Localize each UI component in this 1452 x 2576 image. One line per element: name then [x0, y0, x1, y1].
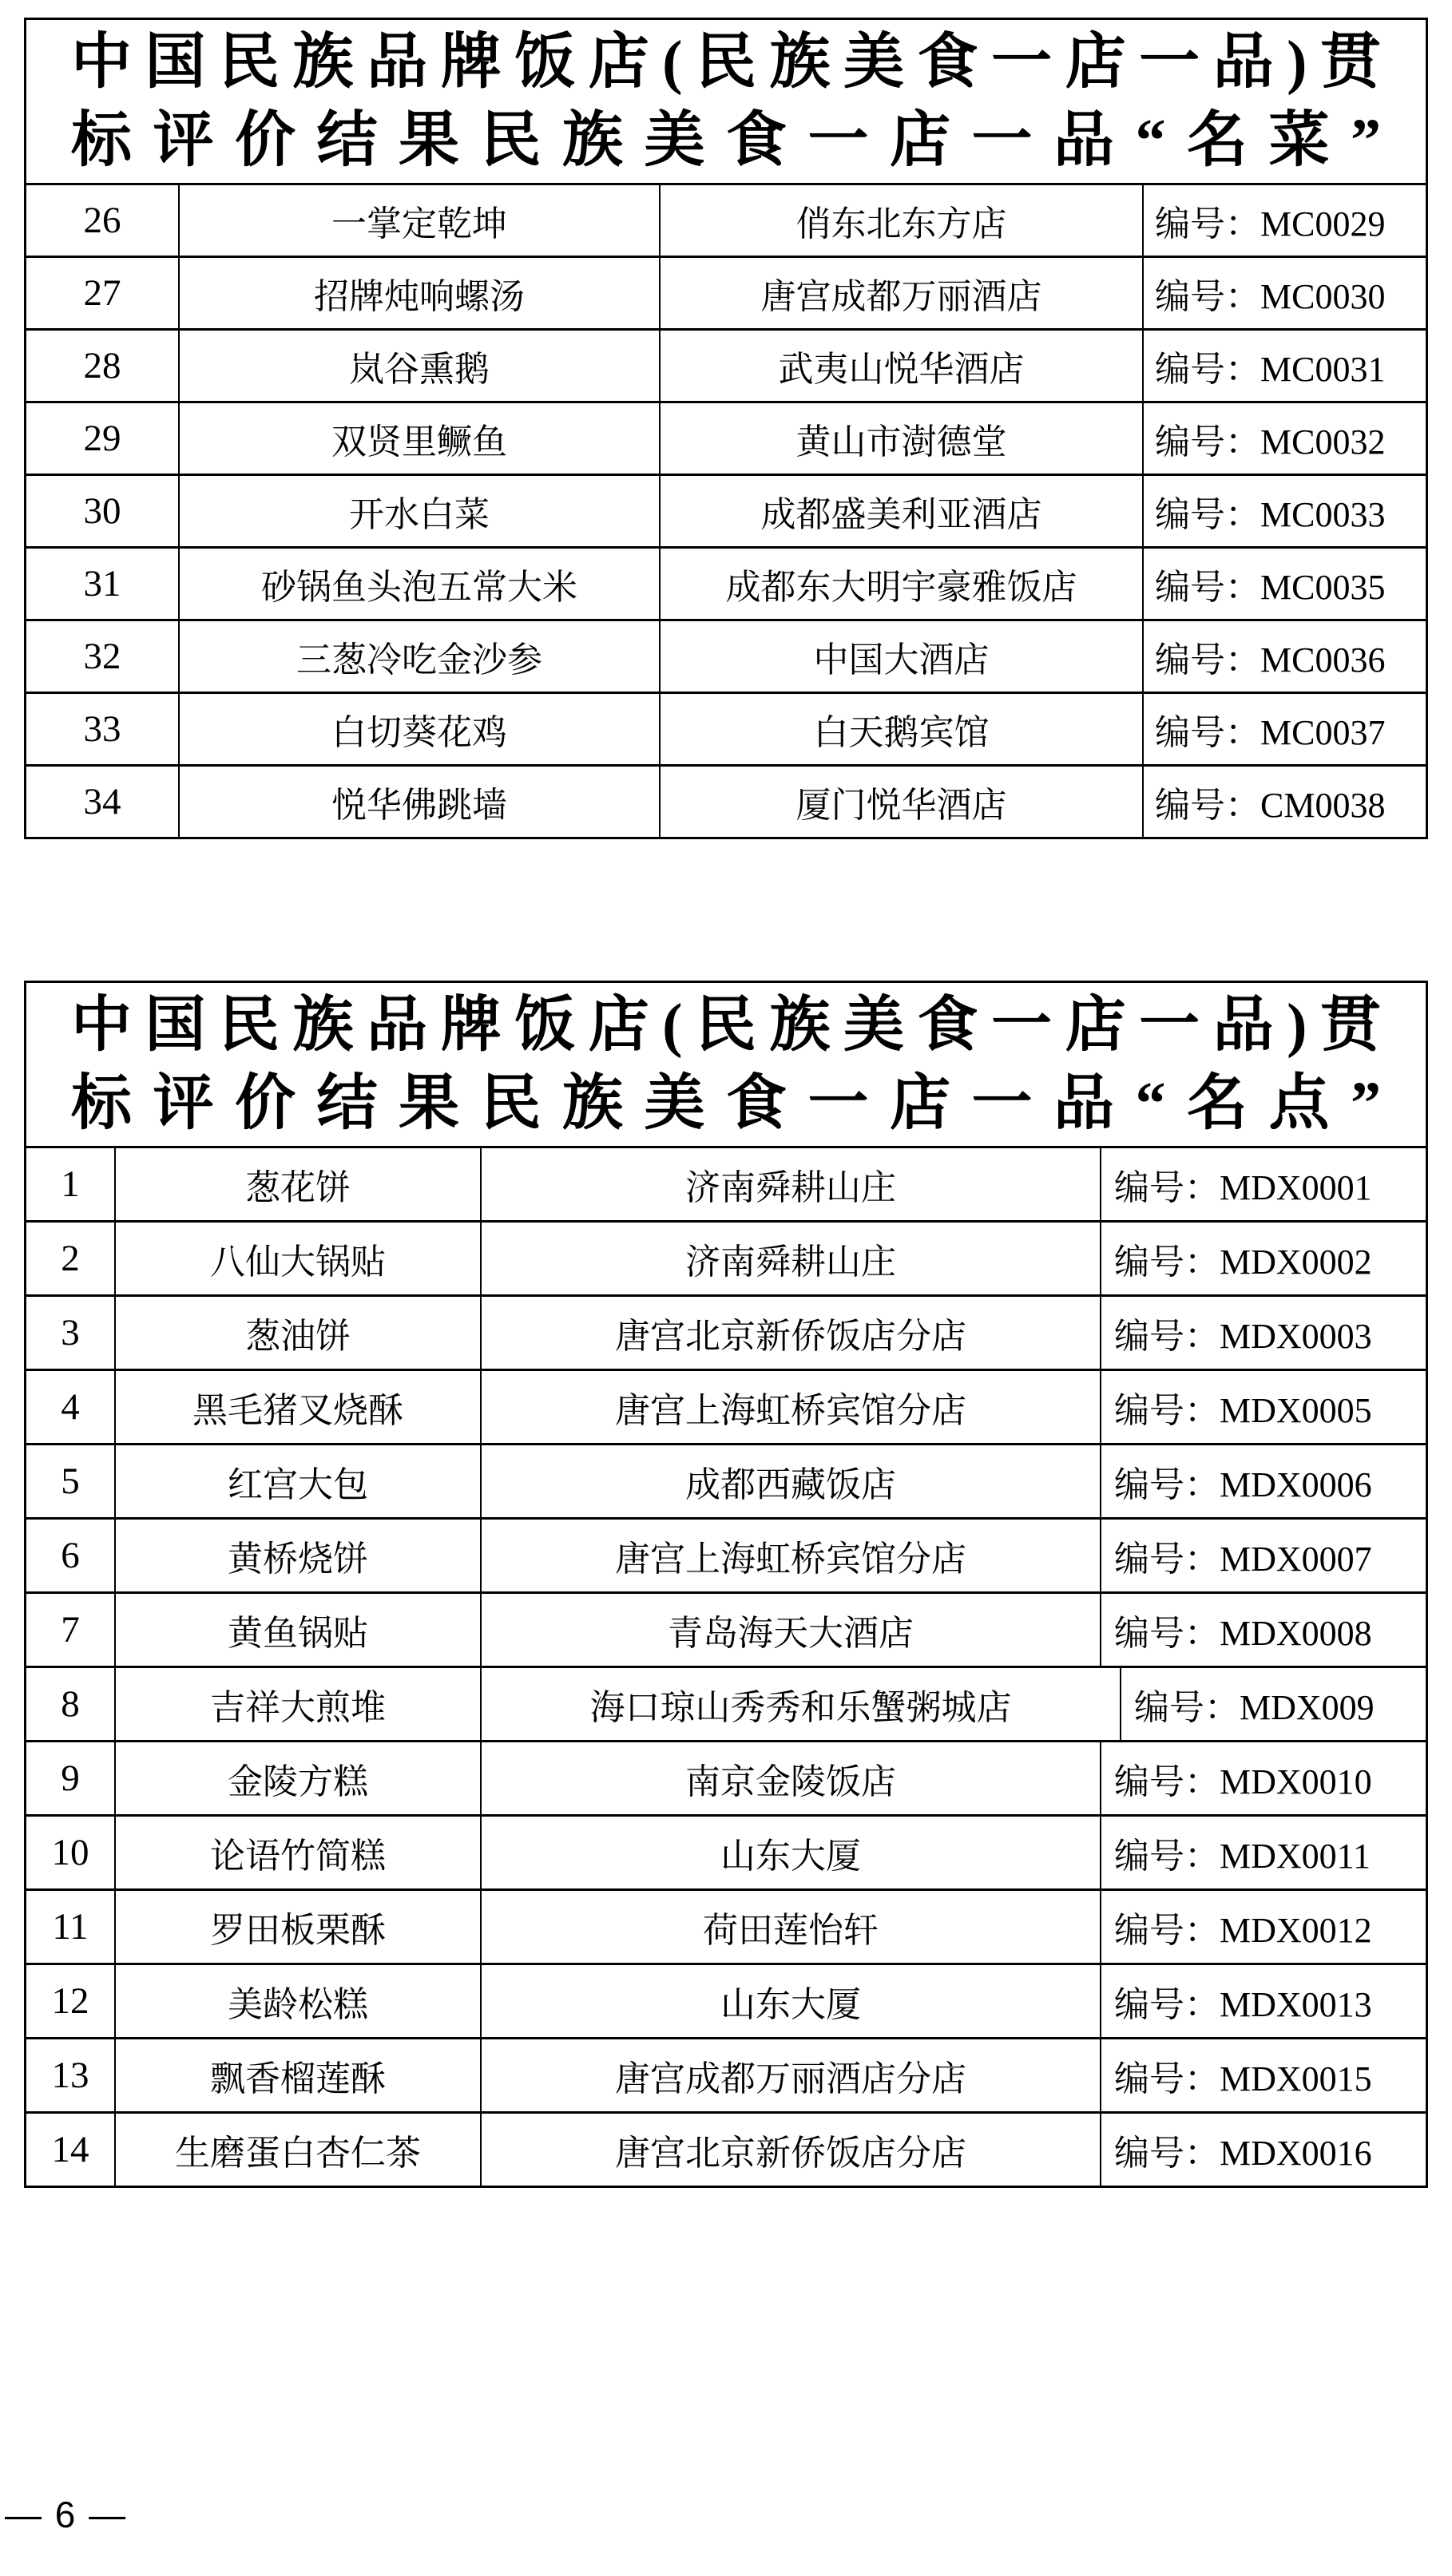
row-number-cell: 28 [83, 345, 121, 386]
table-body [26, 1146, 1426, 2186]
row-number-cell: 13 [51, 2055, 89, 2096]
shop-name-cell: 武夷山悦华酒店 [659, 331, 1142, 401]
famous-dim-sum-table [24, 981, 1428, 2188]
row-number-cell: 14 [51, 2129, 89, 2170]
shop-name-cell: 唐宫上海虹桥宾馆分店 [480, 1520, 1100, 1591]
dish-name-cell: 悦华佛跳墙 [178, 767, 659, 837]
dish-name-cell: 美龄松糕 [114, 1965, 480, 2037]
code-cell: 编号：CM0038 [1142, 767, 1426, 837]
code-cell: 编号：MDX0016 [1100, 2114, 1426, 2186]
shop-name-cell: 中国大酒店 [659, 621, 1142, 692]
dish-name-cell: 黄鱼锅贴 [114, 1594, 480, 1666]
row-number-cell: 6 [61, 1535, 80, 1576]
table-row [26, 328, 1426, 401]
row-number-cell: 12 [51, 1980, 89, 2022]
shop-name-cell: 俏东北东方店 [659, 185, 1142, 256]
dish-name-cell: 双贤里鳜鱼 [178, 403, 659, 474]
shop-name-cell: 青岛海天大酒店 [480, 1594, 1100, 1666]
row-number-cell: 31 [83, 563, 121, 604]
table-row [26, 1666, 1426, 1740]
dish-name-cell: 八仙大锅贴 [114, 1223, 480, 1294]
dish-name-cell: 一掌定乾坤 [178, 185, 659, 256]
page-number: — 6 — [5, 2494, 128, 2535]
row-number-cell: 32 [83, 636, 121, 677]
table-title-line: 中国民族品牌饭店(民族美食一店一品)贯 [71, 29, 1381, 96]
table-row [26, 764, 1426, 837]
dish-name-cell: 葱花饼 [114, 1148, 480, 1220]
table-title [26, 983, 1426, 1146]
row-number-cell: 26 [83, 200, 121, 241]
code-cell: 编号：MC0035 [1142, 549, 1426, 619]
row-number-cell: 3 [61, 1312, 80, 1353]
row-number-cell: 33 [83, 708, 121, 750]
dish-name-cell: 黑毛猪叉烧酥 [114, 1371, 480, 1443]
row-number-cell: 10 [51, 1832, 89, 1873]
dish-name-cell: 飘香榴莲酥 [114, 2039, 480, 2111]
shop-name-cell: 山东大厦 [480, 1817, 1100, 1888]
code-cell: 编号：MC0036 [1142, 621, 1426, 692]
code-cell: 编号：MDX0011 [1100, 1817, 1426, 1888]
table-row [26, 1220, 1426, 1294]
table-row [26, 401, 1426, 474]
dish-name-cell: 三葱冷吃金沙参 [178, 621, 659, 692]
code-cell: 编号：MDX0013 [1100, 1965, 1426, 2037]
dish-name-cell: 论语竹简糕 [114, 1817, 480, 1888]
code-cell: 编号：MC0033 [1142, 476, 1426, 546]
code-cell: 编号：MC0030 [1142, 258, 1426, 328]
table-row [26, 1443, 1426, 1517]
table-body [26, 183, 1426, 837]
code-cell: 编号：MC0037 [1142, 694, 1426, 764]
row-number-cell: 4 [61, 1386, 80, 1428]
table-row [26, 692, 1426, 764]
code-cell: 编号：MDX0015 [1100, 2039, 1426, 2111]
table-row [26, 1963, 1426, 2037]
dish-name-cell: 砂锅鱼头泡五常大米 [178, 549, 659, 619]
shop-name-cell: 南京金陵饭店 [480, 1742, 1100, 1814]
code-cell: 编号：MDX0005 [1100, 1371, 1426, 1443]
table-row [26, 1591, 1426, 1666]
table-row [26, 1146, 1426, 1220]
row-number-cell: 1 [61, 1163, 80, 1205]
table-title-line: 标评价结果民族美食一店一品“名菜” [71, 107, 1381, 174]
shop-name-cell: 白天鹅宾馆 [659, 694, 1142, 764]
shop-name-cell: 唐宫上海虹桥宾馆分店 [480, 1371, 1100, 1443]
table-row [26, 183, 1426, 256]
dish-name-cell: 罗田板栗酥 [114, 1891, 480, 1963]
shop-name-cell: 荷田莲怡轩 [480, 1891, 1100, 1963]
row-number-cell: 5 [61, 1460, 80, 1502]
code-cell: 编号：MDX0007 [1100, 1520, 1426, 1591]
table-row [26, 546, 1426, 619]
table-row [26, 1294, 1426, 1369]
table-row [26, 2111, 1426, 2186]
dish-name-cell: 金陵方糕 [114, 1742, 480, 1814]
shop-name-cell: 成都东大明宇豪雅饭店 [659, 549, 1142, 619]
shop-name-cell: 山东大厦 [480, 1965, 1100, 2037]
shop-name-cell: 唐宫成都万丽酒店 [659, 258, 1142, 328]
row-number-cell: 8 [61, 1683, 80, 1725]
table-row [26, 474, 1426, 546]
dish-name-cell: 葱油饼 [114, 1297, 480, 1369]
code-cell: 编号：MDX0001 [1100, 1148, 1426, 1220]
table-row [26, 1888, 1426, 1963]
code-cell: 编号：MDX0002 [1100, 1223, 1426, 1294]
table-row [26, 256, 1426, 328]
code-cell: 编号：MDX009 [1120, 1668, 1426, 1740]
dish-name-cell: 岚谷熏鹅 [178, 331, 659, 401]
shop-name-cell: 黄山市澍德堂 [659, 403, 1142, 474]
code-cell: 编号：MC0032 [1142, 403, 1426, 474]
dish-name-cell: 白切葵花鸡 [178, 694, 659, 764]
code-cell: 编号：MC0031 [1142, 331, 1426, 401]
dish-name-cell: 红宫大包 [114, 1445, 480, 1517]
famous-dishes-table [24, 18, 1428, 839]
table-title-line: 中国民族品牌饭店(民族美食一店一品)贯 [71, 992, 1381, 1059]
row-number-cell: 7 [61, 1609, 80, 1651]
dish-name-cell: 招牌炖响螺汤 [178, 258, 659, 328]
shop-name-cell: 济南舜耕山庄 [480, 1148, 1100, 1220]
dish-name-cell: 生磨蛋白杏仁茶 [114, 2114, 480, 2186]
row-number-cell: 29 [83, 418, 121, 459]
row-number-cell: 27 [83, 272, 121, 314]
code-cell: 编号：MDX0010 [1100, 1742, 1426, 1814]
row-number-cell: 11 [52, 1906, 89, 1948]
table-row [26, 619, 1426, 692]
dish-name-cell: 吉祥大煎堆 [114, 1668, 480, 1740]
table-row [26, 1740, 1426, 1814]
table-row [26, 1369, 1426, 1443]
table-row [26, 1517, 1426, 1591]
code-cell: 编号：MC0029 [1142, 185, 1426, 256]
code-cell: 编号：MDX0012 [1100, 1891, 1426, 1963]
row-number-cell: 2 [61, 1238, 80, 1279]
shop-name-cell: 海口琼山秀秀和乐蟹粥城店 [480, 1668, 1120, 1740]
shop-name-cell: 厦门悦华酒店 [659, 767, 1142, 837]
table-title-line: 标评价结果民族美食一店一品“名点” [71, 1070, 1381, 1137]
row-number-cell: 30 [83, 490, 121, 532]
table-row [26, 2037, 1426, 2111]
code-cell: 编号：MDX0008 [1100, 1594, 1426, 1666]
shop-name-cell: 成都西藏饭店 [480, 1445, 1100, 1517]
shop-name-cell: 济南舜耕山庄 [480, 1223, 1100, 1294]
shop-name-cell: 唐宫北京新侨饭店分店 [480, 2114, 1100, 2186]
shop-name-cell: 唐宫成都万丽酒店分店 [480, 2039, 1100, 2111]
table-row [26, 1814, 1426, 1888]
table-title [26, 20, 1426, 183]
dish-name-cell: 黄桥烧饼 [114, 1520, 480, 1591]
code-cell: 编号：MDX0003 [1100, 1297, 1426, 1369]
row-number-cell: 9 [61, 1758, 80, 1799]
row-number-cell: 34 [83, 781, 121, 822]
code-cell: 编号：MDX0006 [1100, 1445, 1426, 1517]
dish-name-cell: 开水白菜 [178, 476, 659, 546]
shop-name-cell: 成都盛美利亚酒店 [659, 476, 1142, 546]
shop-name-cell: 唐宫北京新侨饭店分店 [480, 1297, 1100, 1369]
